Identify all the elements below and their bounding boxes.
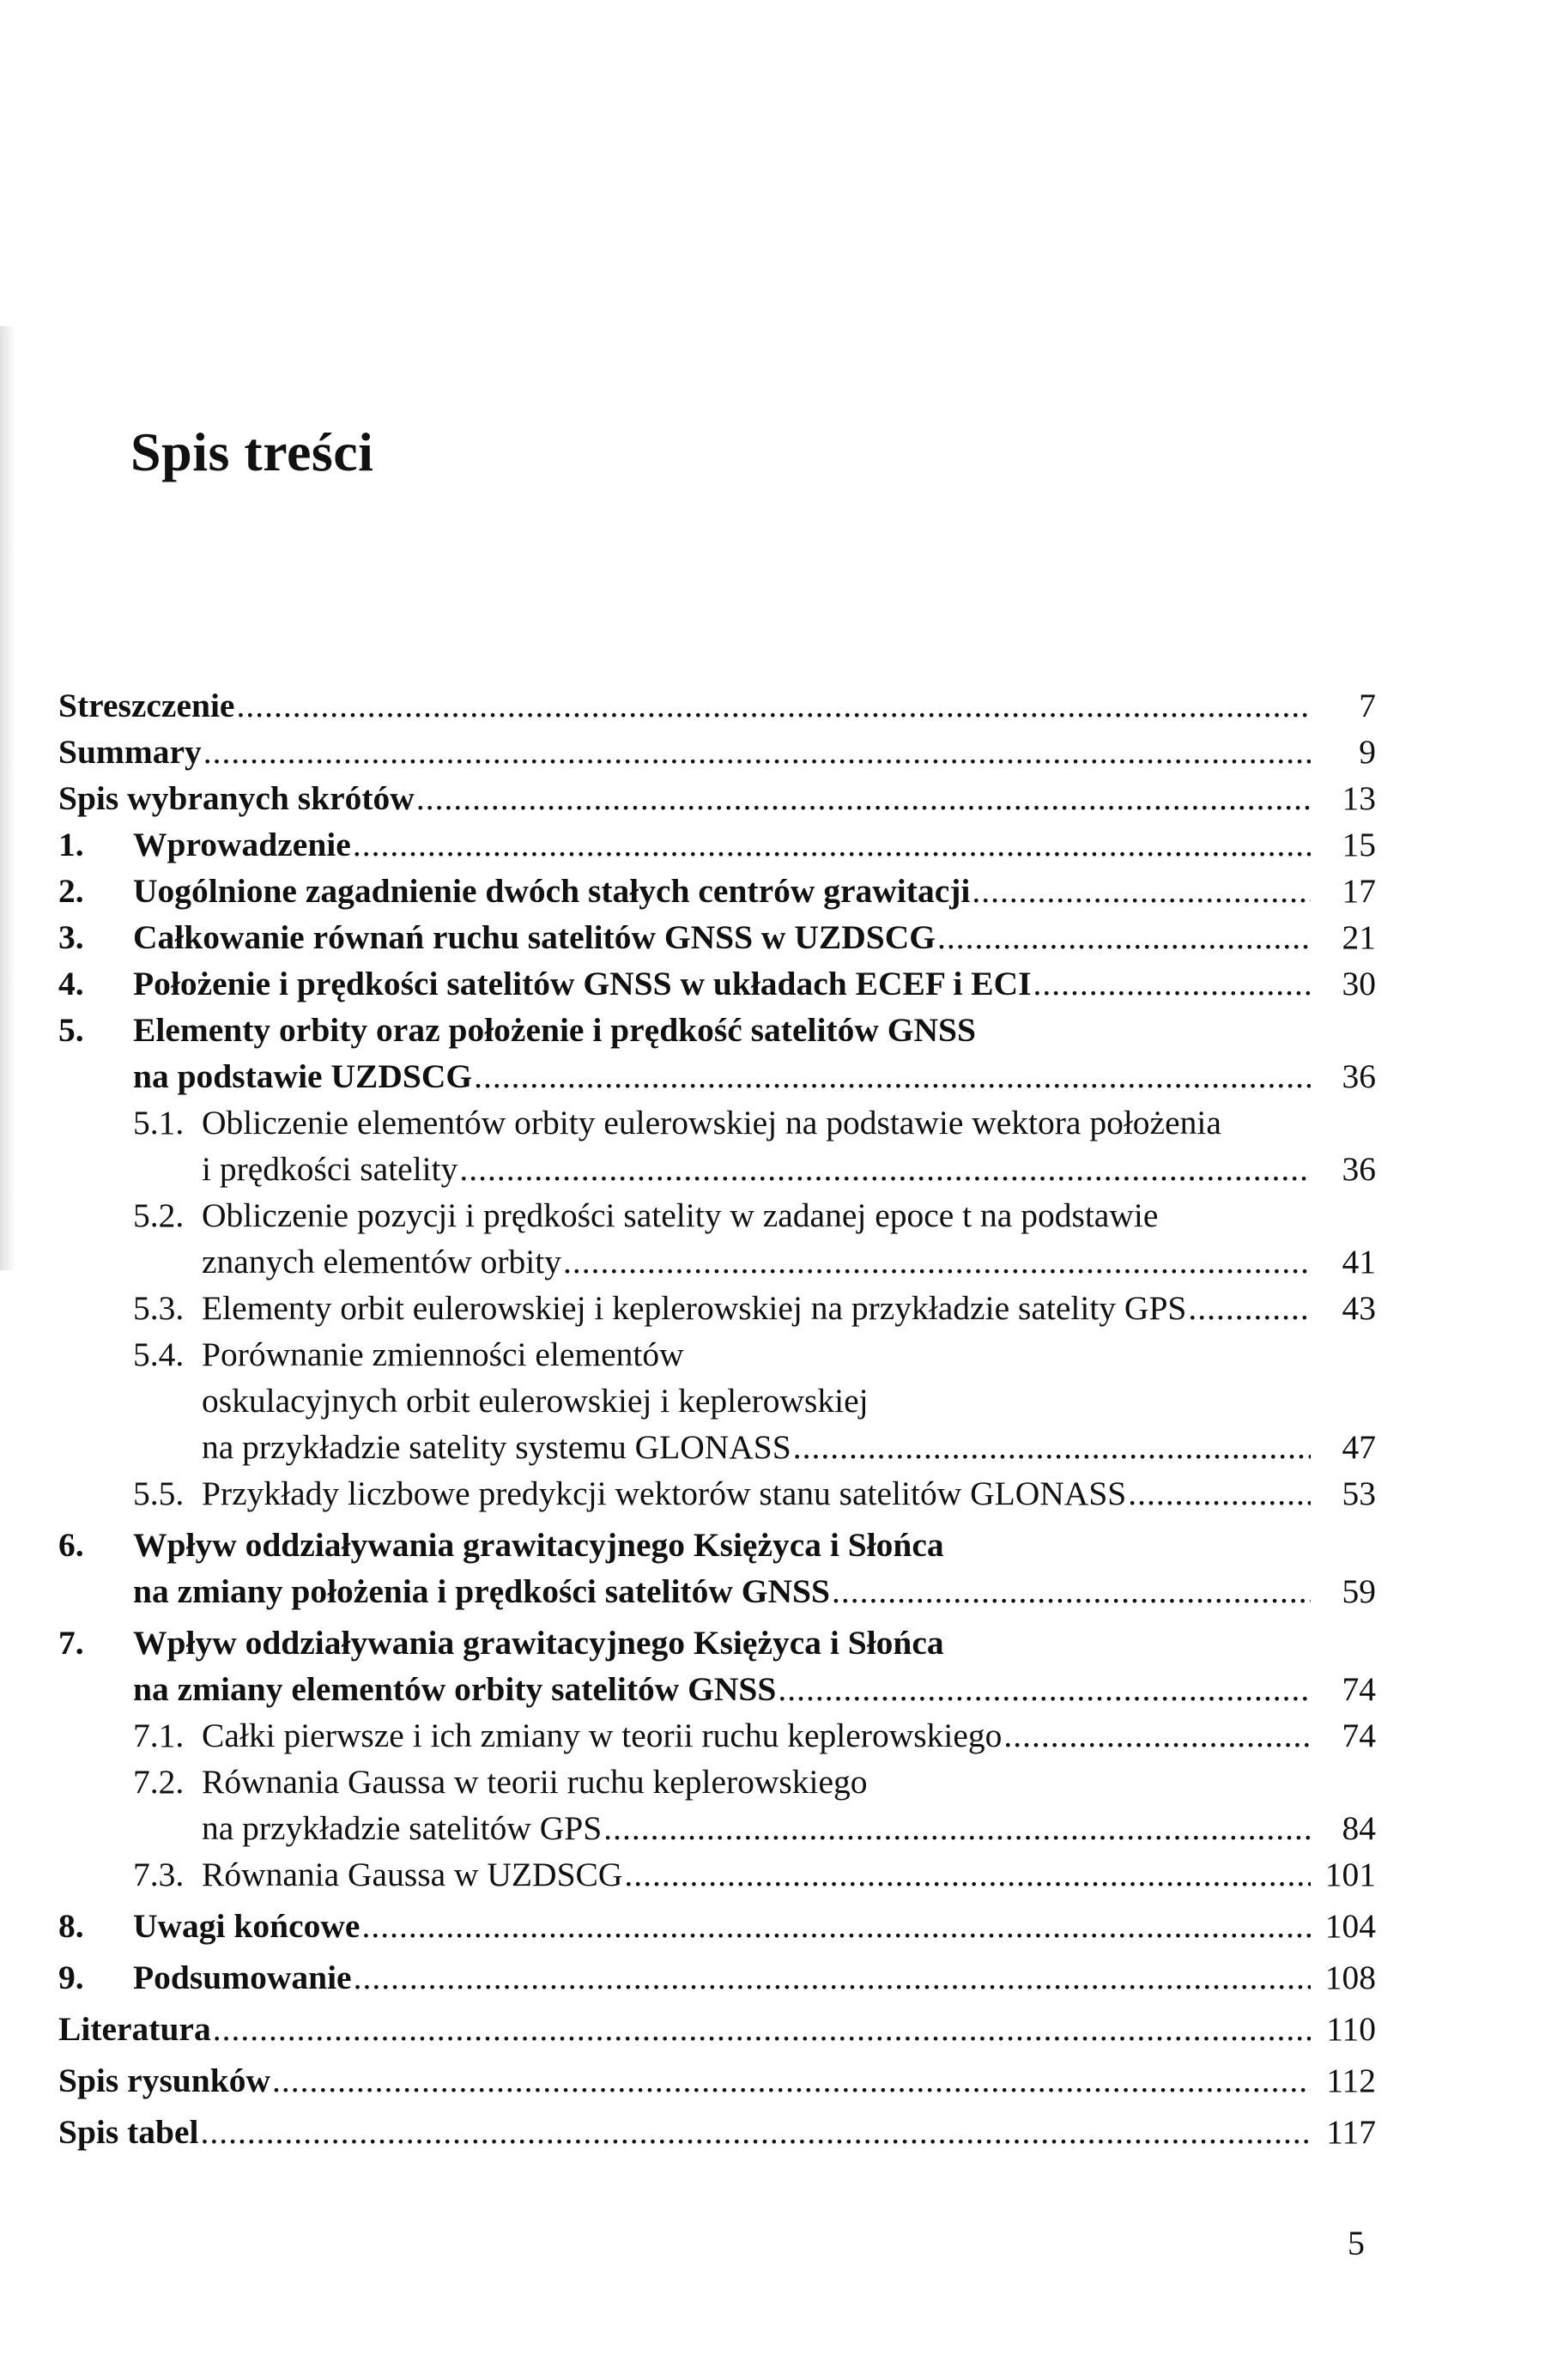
- toc-page-number: 74: [1342, 1670, 1376, 1708]
- toc-entry-number: 5.3.: [133, 1289, 185, 1327]
- toc-entry-spis-rysunkow[interactable]: [58, 2057, 1376, 2104]
- dot-leader: [272, 2057, 1311, 2104]
- toc-page-number: 41: [1342, 1243, 1376, 1281]
- toc-entry-section-7-3[interactable]: [58, 1851, 1376, 1898]
- toc-entry-title: znanych elementów orbity: [202, 1243, 561, 1281]
- toc-entry-number: 5.1.: [133, 1104, 185, 1142]
- dot-leader: [603, 1805, 1311, 1851]
- dot-leader: [1128, 1470, 1311, 1517]
- dot-leader: [624, 1851, 1311, 1898]
- toc-entry-number: 7.2.: [133, 1763, 185, 1801]
- dot-leader: [832, 1568, 1311, 1614]
- toc-entry-chapter-2[interactable]: [58, 868, 1376, 914]
- toc-entry-number: 7.: [58, 1624, 84, 1662]
- toc-entry-chapter-4[interactable]: [58, 960, 1376, 1007]
- toc-page-number: 59: [1342, 1572, 1376, 1610]
- toc-entry-title: i prędkości satelity: [202, 1150, 458, 1188]
- toc-entry-section-7-2[interactable]: [58, 1759, 1376, 1851]
- dot-leader: [459, 1146, 1311, 1192]
- toc-page-number: 15: [1342, 826, 1376, 863]
- toc-entry-summary[interactable]: [58, 729, 1376, 775]
- toc-page-number: 21: [1342, 918, 1376, 956]
- toc-entry-chapter-3[interactable]: [58, 914, 1376, 960]
- toc-page-number: 108: [1324, 1959, 1376, 1996]
- toc-entry-title: na zmiany elementów orbity satelitów GNSS: [133, 1670, 777, 1708]
- toc-entry-chapter-5[interactable]: [58, 1007, 1376, 1099]
- toc-entry-title-line: Elementy orbity oraz położenie i prędkość satelitów GNSS: [133, 1011, 976, 1049]
- toc-page-number: 13: [1342, 779, 1376, 817]
- toc-page-number: 9: [1359, 733, 1376, 771]
- toc-entry-number: 5.5.: [133, 1475, 185, 1512]
- toc-entry-number: 4.: [58, 965, 84, 1002]
- toc-entry-title: na zmiany położenia i prędkości satelitów GNSS: [133, 1572, 830, 1610]
- toc-entry-title: Położenie i prędkości satelitów GNSS w układach ECEF i ECI: [133, 965, 1032, 1002]
- table-of-contents: [58, 682, 1376, 2155]
- dot-leader: [201, 2109, 1311, 2155]
- dot-leader: [972, 868, 1311, 914]
- toc-entry-number: 8.: [58, 1907, 84, 1945]
- toc-entry-chapter-7[interactable]: [58, 1620, 1376, 1712]
- toc-entry-section-7-1[interactable]: [58, 1712, 1376, 1759]
- toc-entry-number: 7.3.: [133, 1856, 185, 1893]
- toc-entry-number: 5.2.: [133, 1196, 185, 1234]
- toc-entry-title-line: Wpływ oddziaływania grawitacyjnego Księżyca i Słońca: [133, 1624, 944, 1662]
- toc-page-number: 7: [1359, 687, 1376, 724]
- toc-entry-title: Literatura: [58, 2010, 211, 2048]
- toc-page-number: 112: [1326, 2062, 1376, 2099]
- toc-page-number: 17: [1342, 872, 1376, 910]
- dot-leader: [1033, 960, 1311, 1007]
- toc-page-number: 74: [1342, 1717, 1376, 1754]
- toc-entry-abbreviations[interactable]: [58, 775, 1376, 821]
- dot-leader: [937, 914, 1311, 960]
- toc-entry-title: Równania Gaussa w UZDSCG: [202, 1856, 623, 1893]
- toc-page-number: 47: [1342, 1428, 1376, 1466]
- toc-page-number: 84: [1342, 1809, 1376, 1847]
- dot-leader: [1003, 1712, 1311, 1759]
- toc-entry-number: 3.: [58, 918, 84, 956]
- toc-entry-title: Wprowadzenie: [133, 826, 351, 863]
- toc-page-number: 101: [1324, 1856, 1376, 1893]
- toc-entry-section-5-5[interactable]: [58, 1470, 1376, 1517]
- dot-leader: [353, 821, 1311, 868]
- toc-entry-number: 2.: [58, 872, 84, 910]
- toc-entry-chapter-8[interactable]: [58, 1903, 1376, 1949]
- dot-leader: [354, 1954, 1311, 2001]
- toc-entry-number: 5.4.: [133, 1335, 185, 1373]
- toc-entry-chapter-6[interactable]: [58, 1522, 1376, 1614]
- page-number: 5: [1348, 2224, 1365, 2262]
- dot-leader: [361, 1903, 1311, 1949]
- dot-leader: [236, 682, 1311, 729]
- toc-page-number: 30: [1342, 965, 1376, 1002]
- dot-leader: [793, 1424, 1311, 1470]
- toc-entry-title: na przykładzie satelitów GPS: [202, 1809, 603, 1847]
- toc-entry-title: Spis tabel: [58, 2113, 199, 2151]
- toc-entry-number: 9.: [58, 1959, 84, 1996]
- scan-shadow: [0, 326, 15, 1270]
- toc-page-number: 43: [1342, 1289, 1376, 1327]
- toc-page-number: 110: [1326, 2010, 1376, 2048]
- toc-entry-literatura[interactable]: [58, 2006, 1376, 2052]
- dot-leader: [1188, 1285, 1311, 1331]
- toc-entry-title-line: Obliczenie pozycji i prędkości satelity w zadanej epoce t na podstawie: [202, 1196, 1159, 1234]
- dot-leader: [778, 1666, 1311, 1712]
- toc-entry-title: Streszczenie: [58, 687, 235, 724]
- toc-entry-title-line: oskulacyjnych orbit eulerowskiej i keplerowskiej: [202, 1382, 869, 1420]
- dot-leader: [474, 1053, 1311, 1099]
- toc-entry-title-line: Równania Gaussa w teorii ruchu keplerowskiego: [202, 1763, 868, 1801]
- page-title: Spis treści: [130, 421, 374, 482]
- toc-entry-section-5-1[interactable]: [58, 1099, 1376, 1192]
- toc-entry-title-line: Porównanie zmienności elementów: [202, 1335, 684, 1373]
- toc-entry-number: 5.: [58, 1011, 84, 1049]
- toc-page-number: 117: [1326, 2113, 1376, 2151]
- toc-entry-title: Spis wybranych skrótów: [58, 779, 415, 817]
- toc-entry-streszczenie[interactable]: [58, 682, 1376, 729]
- toc-entry-title: Uwagi końcowe: [133, 1907, 360, 1945]
- toc-entry-section-5-2[interactable]: [58, 1192, 1376, 1285]
- toc-entry-number: 7.1.: [133, 1717, 185, 1754]
- toc-entry-title: na podstawie UZDSCG: [133, 1057, 473, 1095]
- toc-entry-title: Uogólnione zagadnienie dwóch stałych centrów grawitacji: [133, 872, 971, 910]
- dot-leader: [203, 729, 1311, 775]
- toc-entry-chapter-1[interactable]: [58, 821, 1376, 868]
- dot-leader: [563, 1238, 1311, 1285]
- toc-page-number: 36: [1342, 1150, 1376, 1188]
- toc-entry-title-line: Wpływ oddziaływania grawitacyjnego Księżyca i Słońca: [133, 1526, 944, 1564]
- toc-entry-title: Przykłady liczbowe predykcji wektorów stanu satelitów GLONASS: [202, 1475, 1127, 1512]
- toc-entry-title: Summary: [58, 733, 202, 771]
- dot-leader: [416, 775, 1311, 821]
- toc-entry-title: na przykładzie satelity systemu GLONASS: [202, 1428, 791, 1466]
- toc-entry-chapter-9[interactable]: [58, 1954, 1376, 2001]
- toc-entry-number: 1.: [58, 826, 84, 863]
- toc-page-number: 104: [1324, 1907, 1376, 1945]
- toc-entry-section-5-3[interactable]: [58, 1285, 1376, 1331]
- toc-page-number: 36: [1342, 1057, 1376, 1095]
- toc-entry-number: 6.: [58, 1526, 84, 1564]
- toc-page-number: 53: [1342, 1475, 1376, 1512]
- toc-entry-title: Spis rysunków: [58, 2062, 270, 2099]
- toc-entry-title: Całki pierwsze i ich zmiany w teorii ruchu keplerowskiego: [202, 1717, 1003, 1754]
- dot-leader: [213, 2006, 1311, 2052]
- toc-entry-spis-tabel[interactable]: [58, 2109, 1376, 2155]
- toc-entry-title: Podsumowanie: [133, 1959, 352, 1996]
- toc-entry-title: Całkowanie równań ruchu satelitów GNSS w UZDSCG: [133, 918, 936, 956]
- toc-entry-title: Elementy orbit eulerowskiej i keplerowskiej na przykładzie satelity GPS: [202, 1289, 1187, 1327]
- toc-entry-section-5-4[interactable]: [58, 1331, 1376, 1470]
- toc-entry-title-line: Obliczenie elementów orbity eulerowskiej na podstawie wektora położenia: [202, 1104, 1221, 1142]
